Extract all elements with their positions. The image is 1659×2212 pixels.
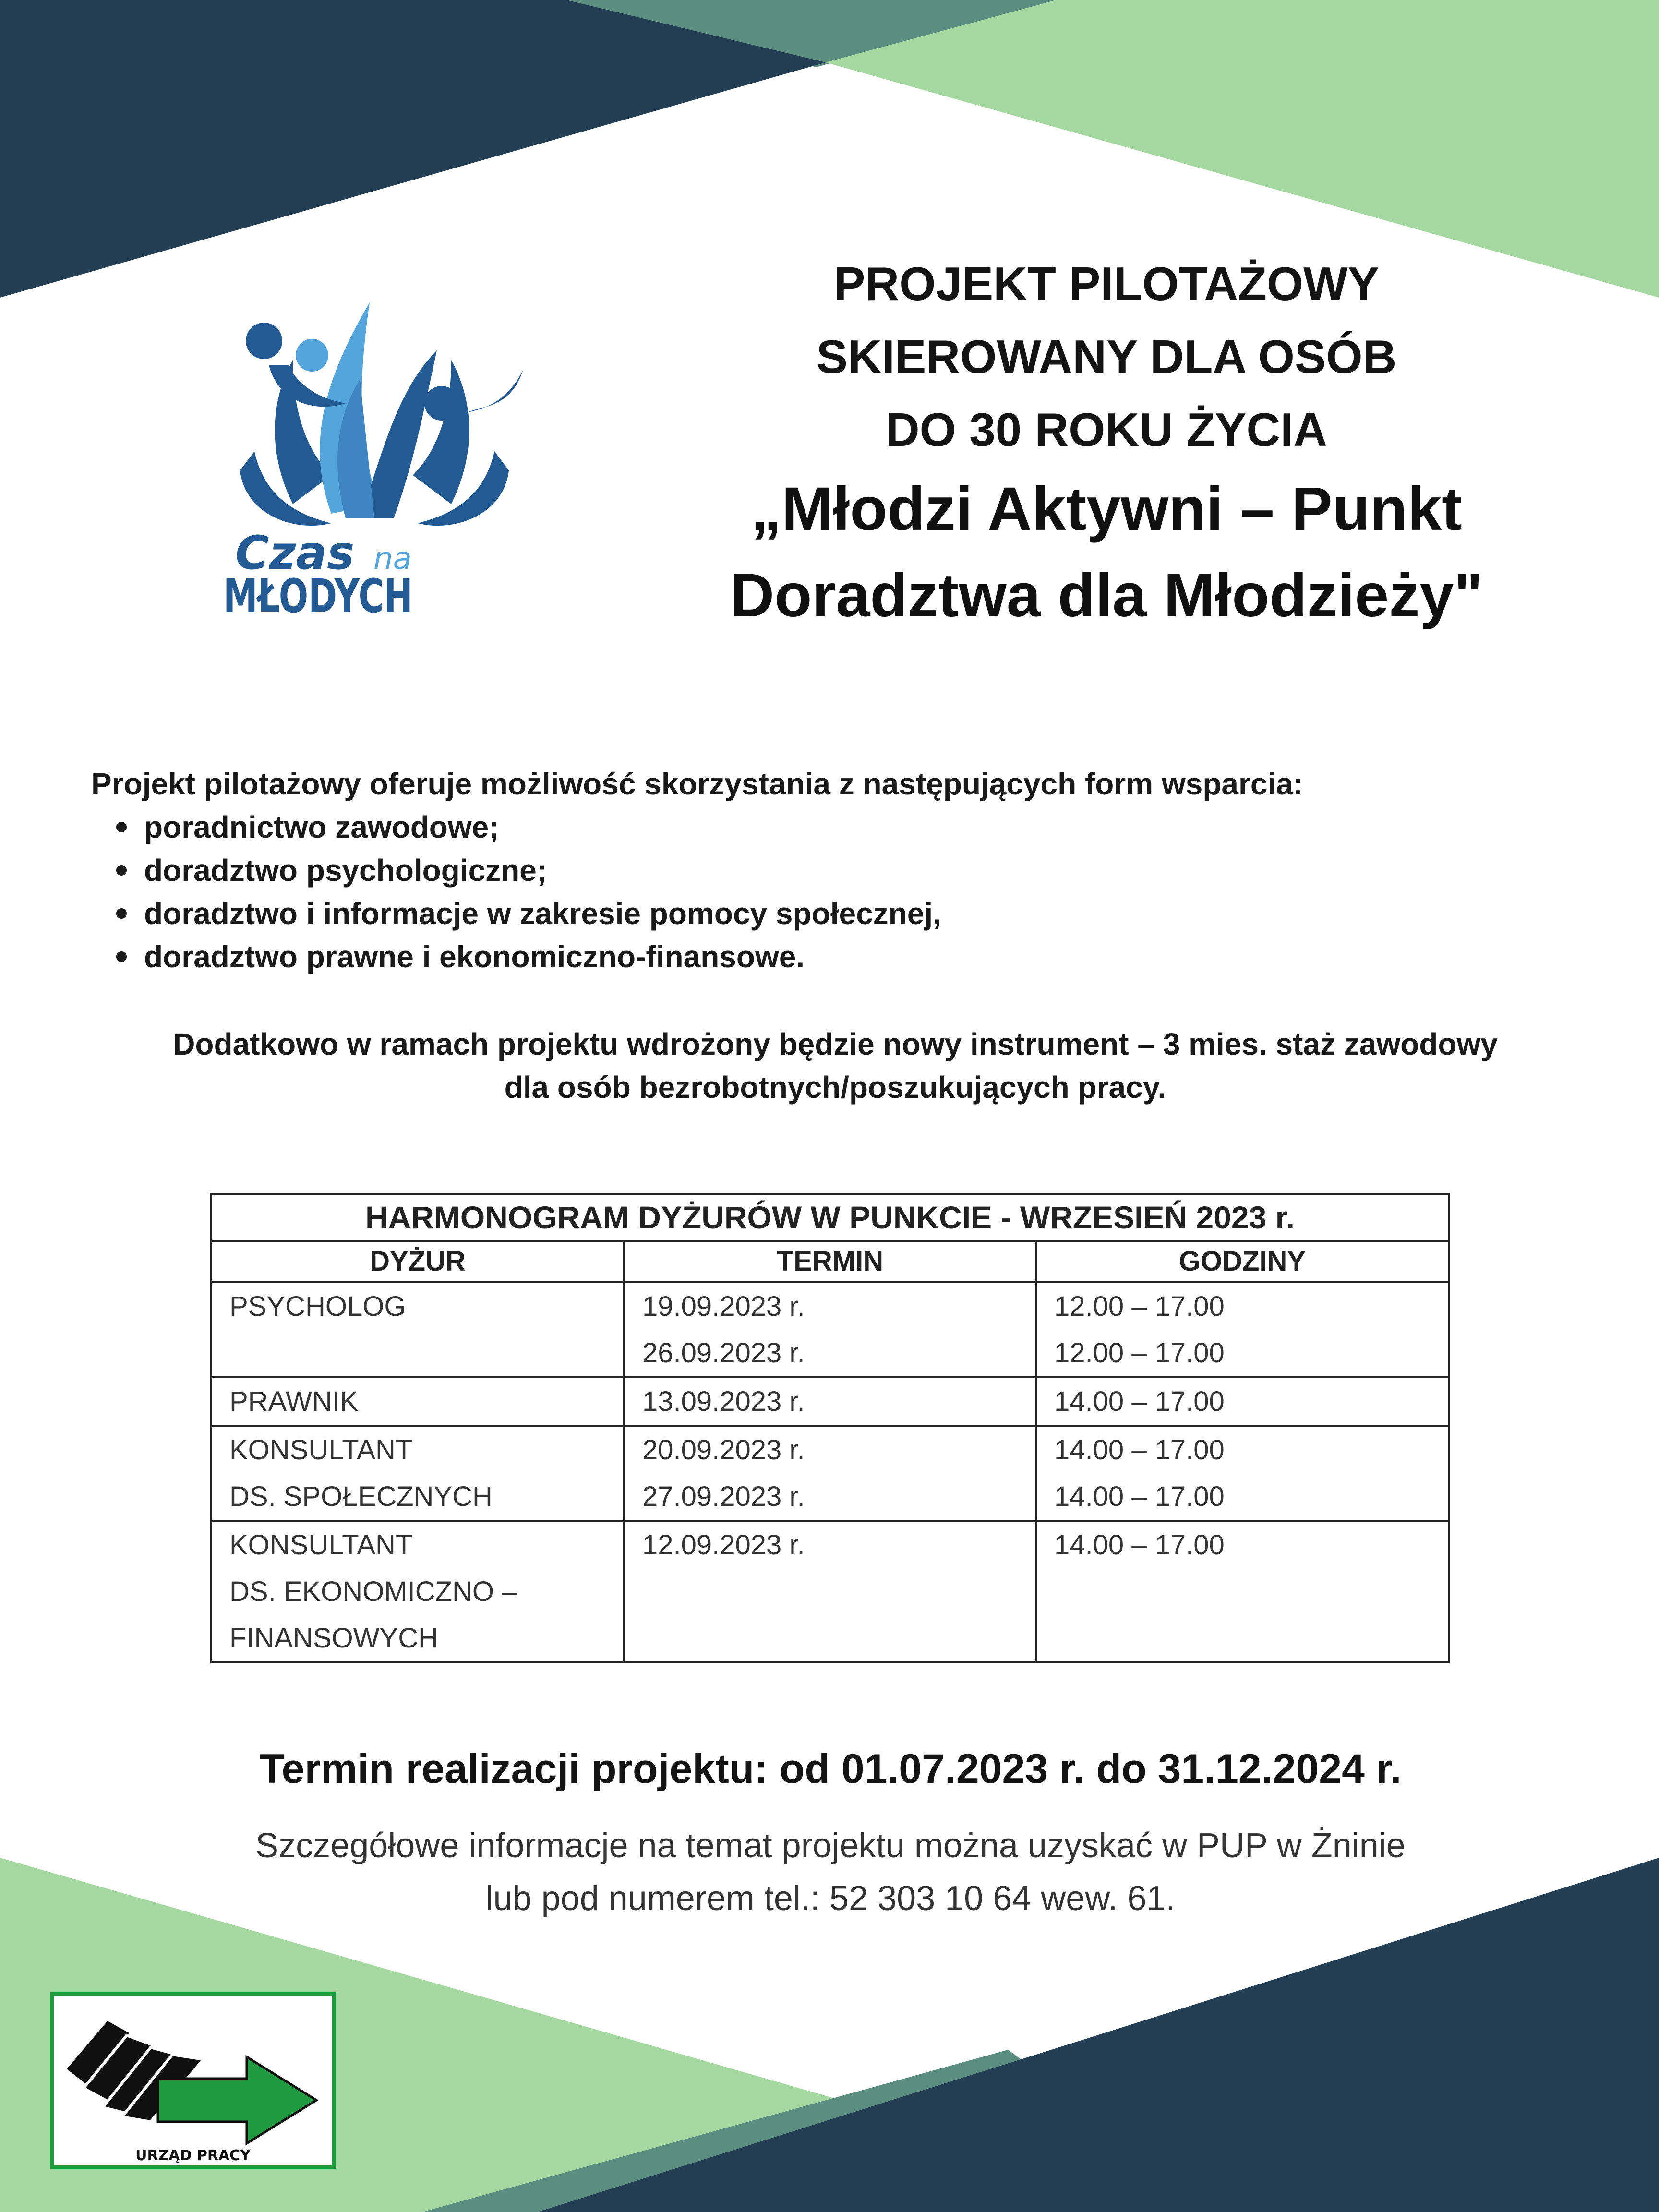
logo-na-text: na <box>373 541 412 577</box>
duty-cell <box>211 1377 624 1426</box>
additional-info <box>144 1022 1527 1109</box>
hours-cell <box>1036 1426 1449 1521</box>
date-text: 27.09.2023 r. <box>642 1481 805 1512</box>
column-header-duty: DYŻUR <box>211 1241 624 1282</box>
contact-line-2: lub pod numerem tel.: 52 303 10 64 wew. 61. <box>485 1879 1176 1918</box>
support-intro <box>91 762 1579 978</box>
schedule-table-wrapper <box>210 1193 1448 1663</box>
duty-cell <box>211 1282 624 1377</box>
logo-mlodych-text: MŁODYCH <box>223 569 413 619</box>
duty-cell <box>211 1426 624 1521</box>
czas-na-mlodych-logo <box>221 293 528 619</box>
column-header-date: TERMIN <box>624 1241 1036 1282</box>
project-period: Termin realizacji projektu: od 01.07.2023 r. do 31.12.2024 r. <box>259 1746 1402 1792</box>
urzad-pracy-logo <box>50 1992 336 2169</box>
date-text: 20.09.2023 r. <box>642 1434 805 1466</box>
duty-text: KONSULTANT <box>229 1434 413 1466</box>
list-item: doradztwo prawne i ekonomiczno-finansowe. <box>144 935 1579 978</box>
date-text: 13.09.2023 r. <box>642 1386 805 1417</box>
column-header-hours: GODZINY <box>1036 1241 1449 1282</box>
hours-text: 14.00 – 17.00 <box>1054 1386 1225 1417</box>
list-item: doradztwo psychologiczne; <box>144 849 1579 892</box>
duty-text: FINANSOWYCH <box>229 1623 438 1654</box>
duty-text: DS. SPOŁECZNYCH <box>229 1481 493 1512</box>
schedule-table <box>210 1193 1450 1663</box>
date-cell <box>624 1282 1036 1377</box>
table-row <box>211 1377 1449 1426</box>
date-cell <box>624 1426 1036 1521</box>
duty-text: KONSULTANT <box>229 1529 413 1561</box>
project-title-line-2: Doradztwa dla Młodzieży" <box>730 561 1483 630</box>
hours-cell <box>1036 1377 1449 1426</box>
hours-cell <box>1036 1282 1449 1377</box>
hours-text: 12.00 – 17.00 <box>1054 1291 1225 1322</box>
intro-text: Projekt pilotażowy oferuje możliwość skorzystania z następujących form wsparcia: <box>91 767 1304 801</box>
hours-text: 14.00 – 17.00 <box>1054 1481 1225 1512</box>
date-cell <box>624 1377 1036 1426</box>
duty-text: DS. EKONOMICZNO – <box>229 1576 517 1607</box>
duty-cell <box>211 1521 624 1662</box>
project-title-line-1: „Młodzi Aktywni – Punkt <box>751 475 1462 543</box>
date-text: 26.09.2023 r. <box>642 1337 805 1369</box>
list-item: doradztwo i informacje w zakresie pomocy społecznej, <box>144 892 1579 935</box>
additional-line-2: dla osób bezrobotnych/poszukujących pracy. <box>504 1070 1166 1105</box>
heading-line-3: DO 30 ROKU ŻYCIA <box>885 403 1328 456</box>
additional-line-1: Dodatkowo w ramach projektu wdrożony będzie nowy instrument – 3 mies. staż zawodowy <box>173 1027 1498 1061</box>
contact-line-1: Szczegółowe informacje na temat projektu można uzyskać w PUP w Żninie <box>255 1827 1406 1865</box>
page-heading <box>638 247 1575 639</box>
logo-czas-text: Czas <box>235 526 355 580</box>
office-label: URZĄD PRACY <box>135 2147 251 2164</box>
hours-text: 14.00 – 17.00 <box>1054 1529 1225 1561</box>
date-cell <box>624 1521 1036 1662</box>
support-list <box>91 805 1579 978</box>
duty-text: PRAWNIK <box>229 1386 359 1417</box>
heading-line-1: PROJEKT PILOTAŻOWY <box>833 257 1380 310</box>
contact-info <box>86 1819 1575 1925</box>
date-text: 12.09.2023 r. <box>642 1529 805 1561</box>
duty-text: PSYCHOLOG <box>229 1291 406 1322</box>
heading-line-2: SKIEROWANY DLA OSÓB <box>816 330 1397 383</box>
hours-text: 14.00 – 17.00 <box>1054 1434 1225 1466</box>
logo-figures-icon <box>240 302 523 526</box>
table-row <box>211 1282 1449 1377</box>
date-text: 19.09.2023 r. <box>642 1291 805 1322</box>
list-item: poradnictwo zawodowe; <box>144 805 1579 849</box>
table-header-row <box>211 1241 1449 1282</box>
table-row <box>211 1426 1449 1521</box>
table-title-row <box>211 1194 1449 1241</box>
hours-cell <box>1036 1521 1449 1662</box>
table-row <box>211 1521 1449 1662</box>
table-title: HARMONOGRAM DYŻURÓW W PUNKCIE - WRZESIEŃ 2023 r. <box>211 1194 1449 1241</box>
hours-text: 12.00 – 17.00 <box>1054 1337 1225 1369</box>
